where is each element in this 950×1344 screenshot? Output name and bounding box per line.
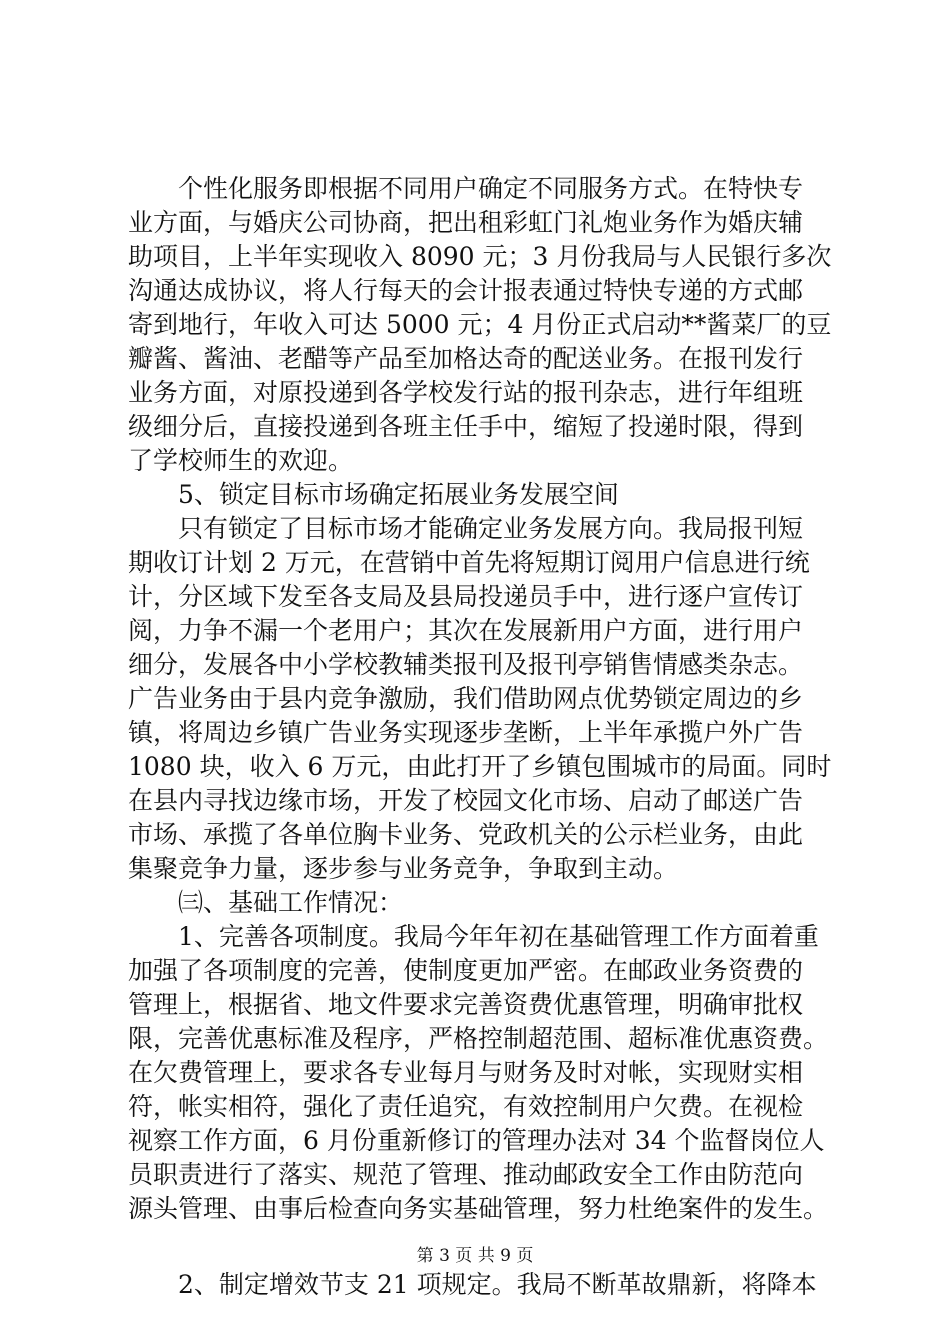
text-line: 计，分区域下发至各支局及县局投递员手中，进行逐户宣传订 [128, 582, 804, 611]
text-line: 业方面，与婚庆公司协商，把出租彩虹门礼炮业务作为婚庆辅 [128, 208, 804, 237]
text-line: 在县内寻找边缘市场，开发了校园文化市场、启动了邮送广告 [128, 786, 804, 815]
text-line: 1、完善各项制度。我局今年年初在基础管理工作方面着重 [128, 922, 819, 951]
text-line: 在欠费管理上，要求各专业每月与财务及时对帐，实现财实相 [128, 1058, 804, 1087]
document-body [128, 172, 832, 1302]
paragraph-cost-saving-rules [128, 1268, 828, 1302]
section-heading-basic-work [128, 886, 828, 920]
text-line: 源头管理、由事后检查向务实基础管理，努力杜绝案件的发生。 [128, 1194, 829, 1223]
text-line: 了学校师生的欢迎。 [128, 446, 354, 475]
paragraph-personalized-service [128, 172, 832, 478]
text-line: 期收订计划 2 万元，在营销中首先将短期订阅用户信息进行统 [128, 548, 810, 577]
text-line: 阅，力争不漏一个老用户；其次在发展新用户方面，进行用户 [128, 616, 804, 645]
text-line: 市场、承揽了各单位胸卡业务、党政机关的公示栏业务，由此 [128, 820, 804, 849]
text-line: 视察工作方面，6 月份重新修订的管理办法对 34 个监督岗位人 [128, 1126, 825, 1155]
heading-line: ㈢、基础工作情况： [128, 888, 404, 917]
text-line: 助项目，上半年实现收入 8090 元；3 月份我局与人民银行多次 [128, 242, 832, 271]
text-line: 只有锁定了目标市场才能确定业务发展方向。我局报刊短 [128, 514, 804, 543]
page-footer [0, 1244, 950, 1268]
text-line: 符，帐实相符，强化了责任追究，有效控制用户欠费。在视检 [128, 1092, 804, 1121]
text-line: 限，完善优惠标准及程序，严格控制超范围、超标准优惠资费。 [128, 1024, 829, 1053]
text-line: 员职责进行了落实、规范了管理、推动邮政安全工作由防范向 [128, 1160, 804, 1189]
text-line: 寄到地行，年收入可达 5000 元；4 月份正式启动**酱菜厂的豆 [128, 310, 832, 339]
text-line: 瓣酱、酱油、老醋等产品至加格达奇的配送业务。在报刊发行 [128, 344, 804, 373]
text-line: 沟通达成协议，将人行每天的会计报表通过特快专递的方式邮 [128, 276, 804, 305]
text-line: 加强了各项制度的完善，使制度更加严密。在邮政业务资费的 [128, 956, 804, 985]
section-heading-target-market [128, 478, 828, 512]
text-line: 镇，将周边乡镇广告业务实现逐步垄断，上半年承揽户外广告 [128, 718, 804, 747]
paragraph-target-market [128, 512, 832, 886]
text-line: 2、制定增效节支 21 项规定。我局不断革故鼎新，将降本 [128, 1270, 817, 1299]
text-line: 集聚竞争力量，逐步参与业务竞争，争取到主动。 [128, 854, 679, 883]
heading-line: 5、锁定目标市场确定拓展业务发展空间 [128, 480, 619, 509]
text-line: 个性化服务即根据不同用户确定不同服务方式。在特快专 [128, 174, 804, 203]
page-number-label: 第 3 页 共 9 页 [416, 1246, 534, 1266]
text-line: 管理上，根据省、地文件要求完善资费优惠管理，明确审批权 [128, 990, 804, 1019]
text-line: 1080 块，收入 6 万元，由此打开了乡镇包围城市的局面。同时 [128, 752, 832, 781]
text-line: 广告业务由于县内竞争激励，我们借助网点优势锁定周边的乡 [128, 684, 804, 713]
text-line: 级细分后，直接投递到各班主任手中，缩短了投递时限，得到 [128, 412, 804, 441]
text-line: 细分，发展各中小学校教辅类报刊及报刊亭销售情感类杂志。 [128, 650, 804, 679]
text-line: 业务方面，对原投递到各学校发行站的报刊杂志，进行年组班 [128, 378, 804, 407]
paragraph-improve-systems [128, 920, 828, 1226]
